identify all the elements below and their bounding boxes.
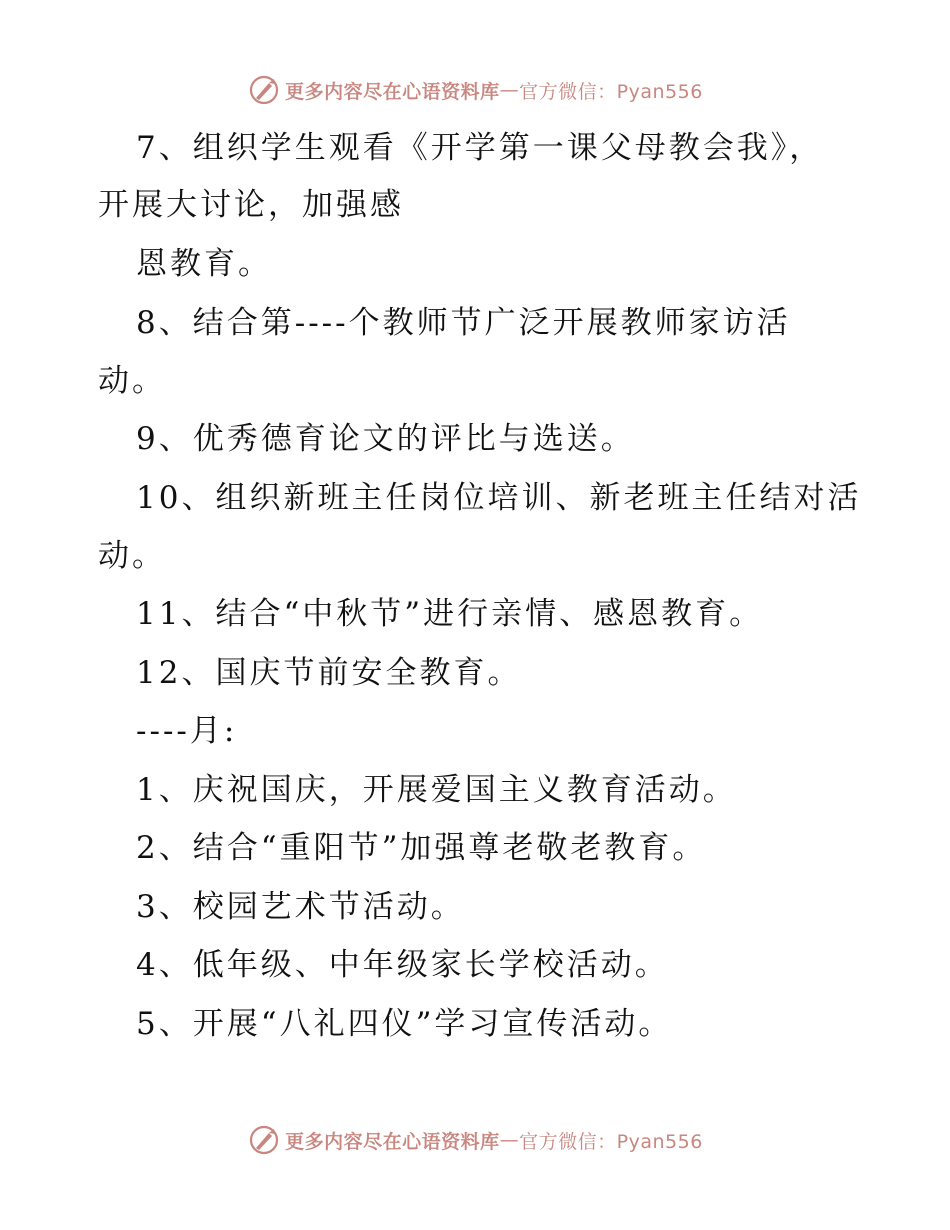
document-line: 9、优秀德育论文的评比与选送。 bbox=[136, 421, 635, 457]
document-line: 10、组织新班主任岗位培训、新老班主任结对活 bbox=[136, 480, 862, 516]
document-line: 11、结合“中秋节”进行亲情、感恩教育。 bbox=[136, 596, 764, 632]
watermark-main-text: 更多内容尽在心语资料库 bbox=[285, 1130, 500, 1153]
watermark-separator: — bbox=[499, 1129, 520, 1151]
document-line: 恩教育。 bbox=[136, 246, 272, 282]
document-line: 4、低年级、中年级家长学校活动。 bbox=[136, 947, 669, 983]
document-line: 8、结合第----个教师节广泛开展教师家访活 bbox=[136, 305, 791, 341]
pen-logo-icon bbox=[247, 73, 281, 107]
document-line: 动。 bbox=[98, 363, 166, 399]
document-line: 1、庆祝国庆，开展爱国主义教育活动。 bbox=[136, 772, 737, 808]
document-line: ----月: bbox=[136, 713, 238, 749]
header-watermark bbox=[0, 70, 950, 110]
footer-watermark bbox=[0, 1120, 950, 1160]
document-line: 5、开展“八礼四仪”学习宣传活动。 bbox=[136, 1006, 673, 1042]
watermark-separator: — bbox=[499, 79, 520, 101]
document-line: 12、国庆节前安全教育。 bbox=[136, 655, 522, 691]
watermark-main-text: 更多内容尽在心语资料库 bbox=[285, 80, 500, 103]
document-line: 开展大讨论，加强感 bbox=[98, 187, 404, 223]
document-line: 2、结合“重阳节”加强尊老敬老教育。 bbox=[136, 830, 707, 866]
document-line: 7、组织学生观看《开学第一课父母教会我》， bbox=[136, 130, 824, 166]
watermark-wechat-text: 官方微信：Pyan556 bbox=[519, 80, 703, 103]
document-line: 动。 bbox=[98, 538, 166, 574]
watermark-wechat-text: 官方微信：Pyan556 bbox=[519, 1130, 703, 1153]
pen-logo-icon bbox=[247, 1123, 281, 1157]
document-line: 3、校园艺术节活动。 bbox=[136, 889, 465, 925]
